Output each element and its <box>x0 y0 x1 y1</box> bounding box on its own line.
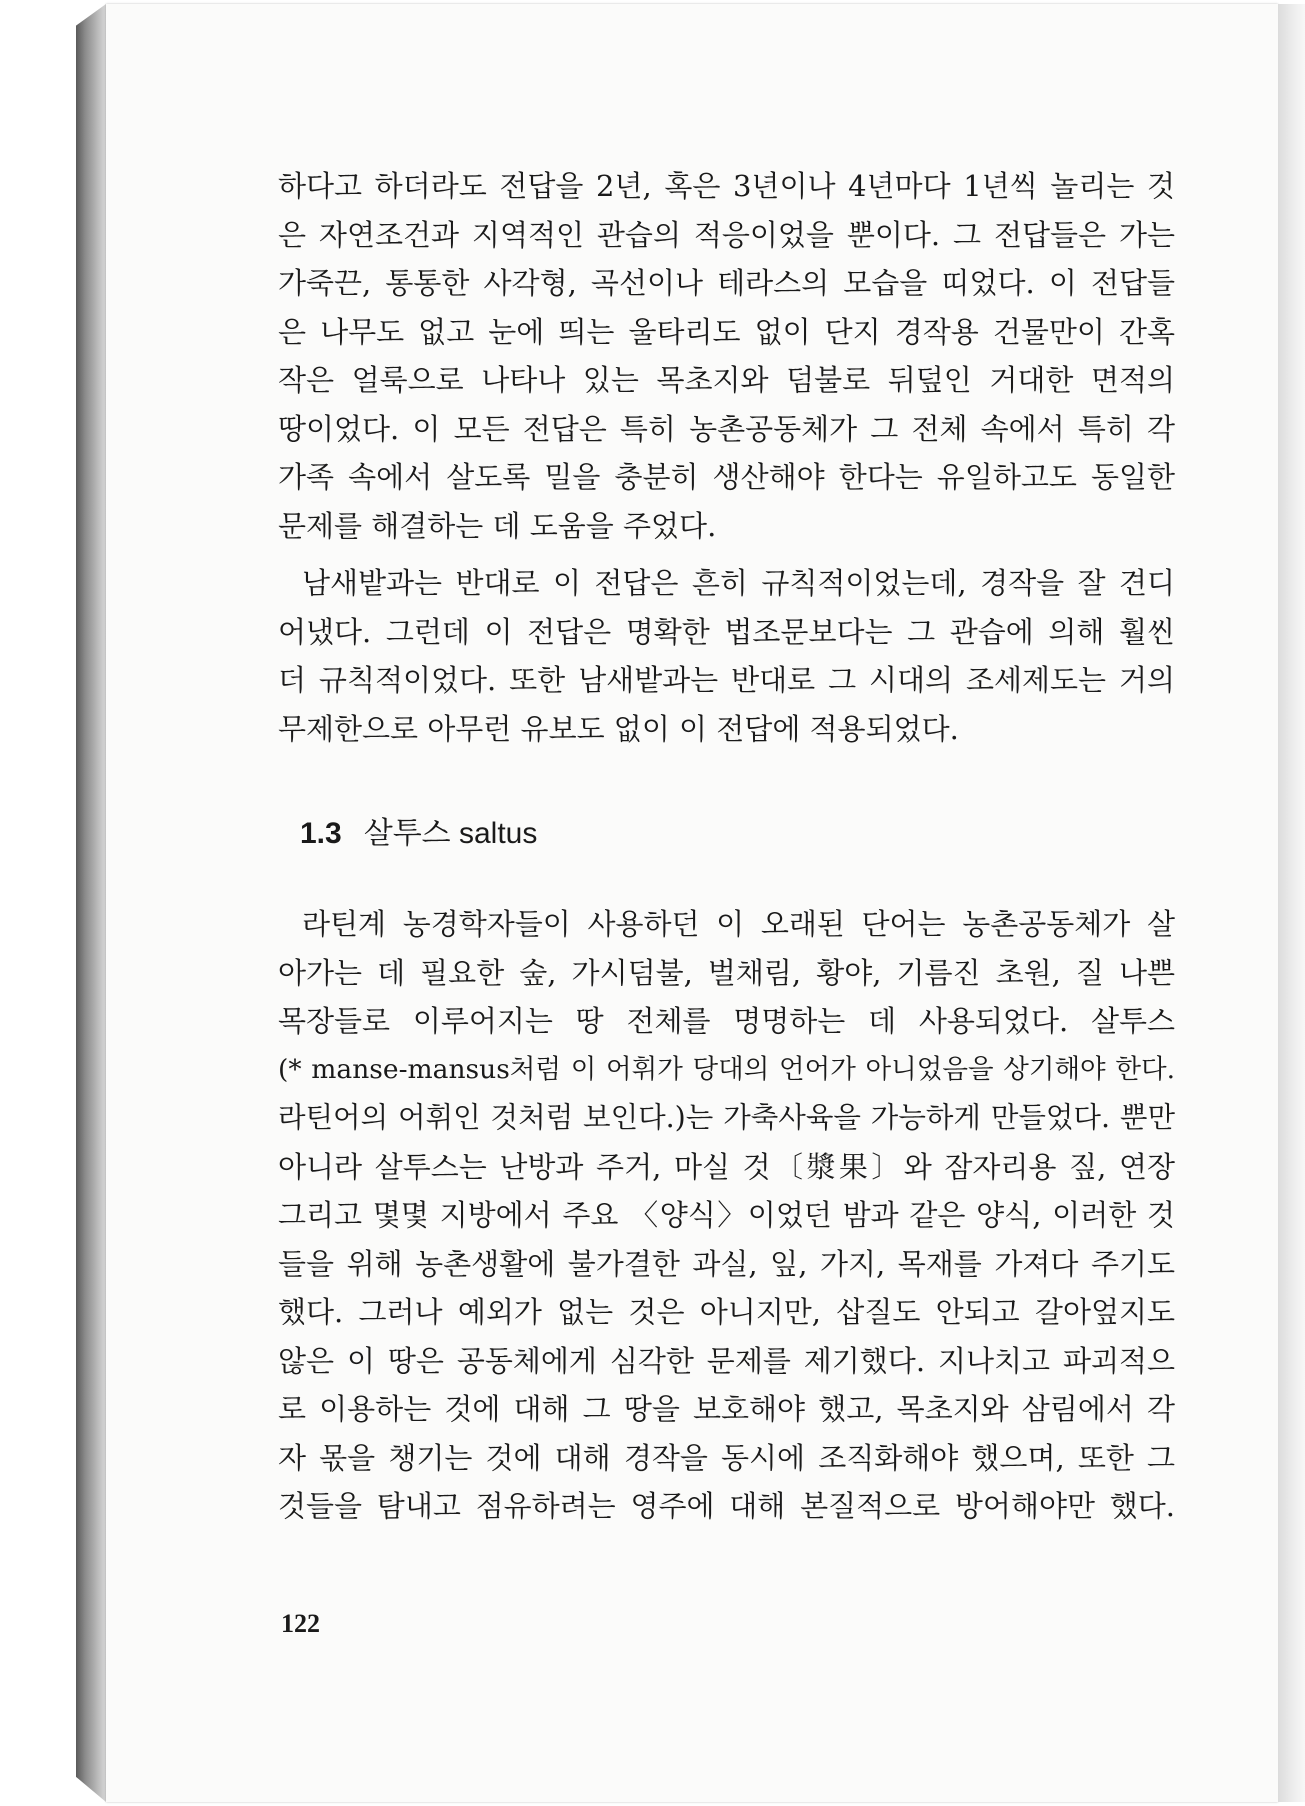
text-line: 은 나무도 없고 눈에 띄는 울타리도 없이 단지 경작용 건물만이 간혹 <box>278 314 1175 349</box>
text-line: 로 이용하는 것에 대해 그 땅을 보호해야 했고, 목초지와 삼림에서 각 <box>278 1392 1175 1426</box>
section-heading <box>300 808 537 852</box>
paragraph-3 <box>278 900 1175 1531</box>
text-line: 땅이었다. 이 모든 전답은 특히 농촌공동체가 그 전체 속에서 특히 각 <box>278 411 1175 446</box>
text-line: 라틴계 농경학자들이 사용하던 이 오래된 단어는 농촌공동체가 살 <box>302 907 1175 941</box>
section-title: 살투스 saltus <box>363 817 538 850</box>
text-line: 가족 속에서 살도록 밀을 충분히 생산해야 한다는 유일하고도 동일한 <box>278 460 1175 494</box>
text-line: 아니라 살투스는 난방과 주거, 마실 것〔漿果〕와 잠자리용 짚, 연장 <box>278 1149 1175 1184</box>
text-line: 않은 이 땅은 공동체에게 심각한 문제를 제기했다. 지나치고 파괴적으 <box>278 1343 1175 1378</box>
text-line: 어냈다. 그런데 이 전답은 명확한 법조문보다는 그 관습에 의해 훨씬 <box>278 614 1175 649</box>
text-line: 남새밭과는 반대로 이 전답은 흔히 규칙적이었는데, 경작을 잘 견디 <box>302 566 1175 600</box>
text-line: 작은 얼룩으로 나타나 있는 목초지와 덤불로 뒤덮인 거대한 면적의 <box>278 363 1175 397</box>
text-line: 은 자연조건과 지역적인 관습의 적응이었을 뿐이다. 그 전답들은 가는 <box>278 217 1175 252</box>
text-line: 라틴어의 어휘인 것처럼 보인다.)는 가축사육을 가능하게 만들었다. 뿐만 <box>278 1101 1175 1134</box>
book-spine <box>76 4 106 1802</box>
page-edge <box>1278 4 1305 1802</box>
text-line: 하다고 하더라도 전답을 2년, 혹은 3년이나 4년마다 1년씩 놀리는 것 <box>278 169 1175 203</box>
paragraph-1 <box>278 162 1175 550</box>
section-number: 1.3 <box>300 817 342 850</box>
text-line: 자 몫을 챙기는 것에 대해 경작을 동시에 조직화해야 했으며, 또한 그 <box>278 1440 1175 1475</box>
text-line: 가죽끈, 통통한 사각형, 곡선이나 테라스의 모습을 띠었다. 이 전답들 <box>278 266 1175 300</box>
text-line: 무제한으로 아무런 유보도 없이 이 전답에 적용되었다. <box>278 711 959 746</box>
text-line: 더 규칙적이었다. 또한 남새밭과는 반대로 그 시대의 조세제도는 거의 <box>278 663 1175 697</box>
text-line: 문제를 해결하는 데 도움을 주었다. <box>278 508 717 543</box>
text-line: 것들을 탐내고 점유하려는 영주에 대해 본질적으로 방어해야만 했다. <box>278 1489 1175 1523</box>
text-line: 했다. 그러나 예외가 없는 것은 아니지만, 삽질도 안되고 갈아엎지도 <box>278 1295 1175 1329</box>
text-line: 그리고 몇몇 지방에서 주요 〈양식〉이었던 밤과 같은 양식, 이러한 것 <box>278 1198 1175 1232</box>
paragraph-2 <box>278 559 1175 753</box>
text-line: 목장들로 이루어지는 땅 전체를 명명하는 데 사용되었다. 살투스 <box>278 1004 1175 1038</box>
text-line: (* manse-mansus처럼 이 어휘가 당대의 언어가 아니었음을 상기해야 한다. <box>278 1053 1175 1085</box>
page-number: 122 <box>281 1609 320 1638</box>
text-line: 들을 위해 농촌생활에 불가결한 과실, 잎, 가지, 목재를 가져다 주기도 <box>278 1246 1175 1281</box>
text-line: 아가는 데 필요한 숲, 가시덤불, 벌채림, 황야, 기름진 초원, 질 나쁜 <box>278 955 1175 990</box>
